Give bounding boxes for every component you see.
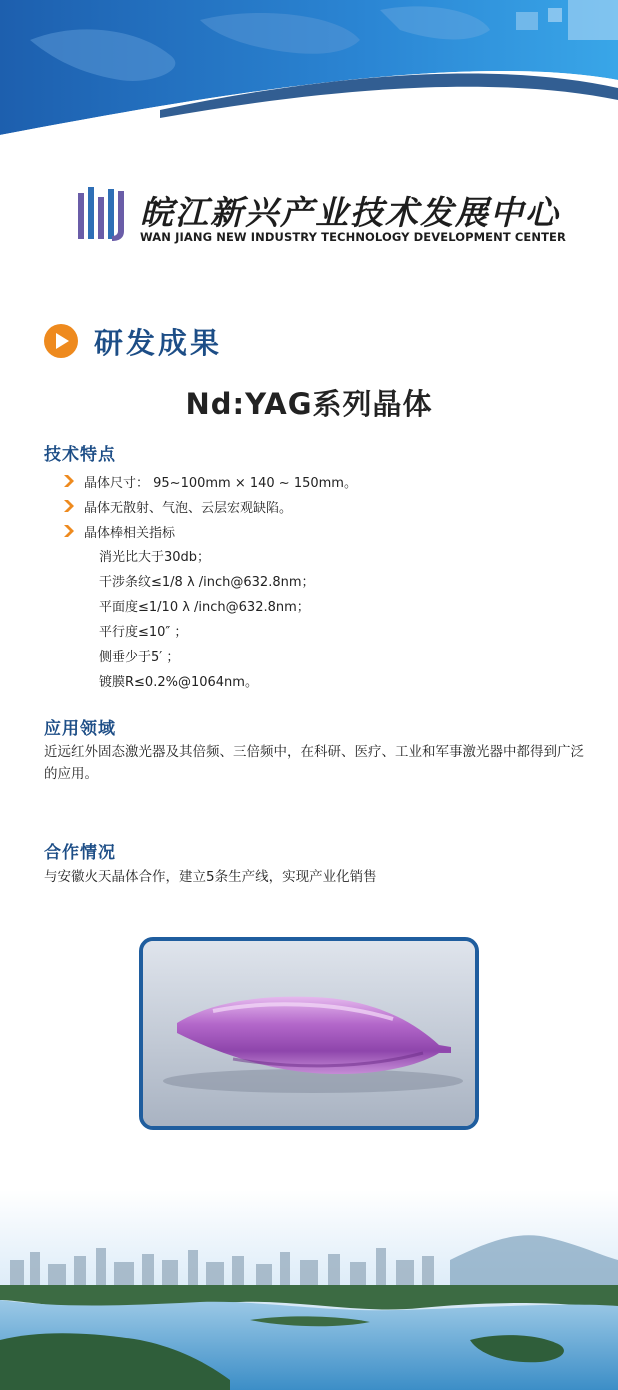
world-map-banner [0, 0, 618, 140]
spec-item: 消光比大于30db； [99, 550, 211, 565]
org-logo [76, 185, 566, 247]
org-name-en: WAN JIANG NEW INDUSTRY TECHNOLOGY DEVELOPMENT CENTER [140, 230, 566, 244]
play-circle-icon [44, 324, 78, 358]
city-lake-image [0, 1190, 618, 1390]
feature-text: 晶体棒相关指标 [84, 526, 176, 541]
application-heading: 应用领域 [44, 719, 116, 739]
cooperation-text: 与安徽火天晶体合作，建立5条生产线，实现产业化销售 [44, 869, 377, 885]
feature-text: 晶体无散射、气泡、云层宏观缺陷。 [84, 501, 293, 516]
chevron-right-icon [64, 475, 74, 487]
header-banner [0, 0, 618, 140]
chevron-right-icon [64, 500, 74, 512]
spec-item: 侧垂少于5′ ； [99, 650, 180, 665]
product-title: Nd:YAG系列晶体 [185, 387, 433, 421]
org-name-cn: 皖江新兴产业技术发展中心 [140, 193, 560, 232]
section-title: 研发成果 [94, 326, 223, 360]
crystal-photo [139, 937, 479, 1130]
spec-item: 平面度≤1/10 λ /inch@632.8nm； [99, 600, 310, 615]
application-text: 近远红外固态激光器及其倍频、三倍频中，在科研、医疗、工业和军事激光器中都得到广泛的应用。 [44, 744, 584, 782]
spec-item: 平行度≤10″ ； [99, 625, 188, 640]
spec-item: 镀膜R≤0.2%@1064nm。 [99, 675, 258, 690]
feature-text: 晶体尺寸： 95~100mm × 140 ~ 150mm。 [84, 476, 357, 491]
cooperation-heading: 合作情况 [44, 843, 116, 863]
logo-mark-icon [76, 185, 128, 243]
features-heading: 技术特点 [44, 445, 116, 465]
crystal-image [143, 941, 475, 1126]
chevron-right-icon [64, 525, 74, 537]
spec-item: 干涉条纹≤1/8 λ /inch@632.8nm； [99, 575, 315, 590]
footer-cityscape [0, 1190, 618, 1390]
